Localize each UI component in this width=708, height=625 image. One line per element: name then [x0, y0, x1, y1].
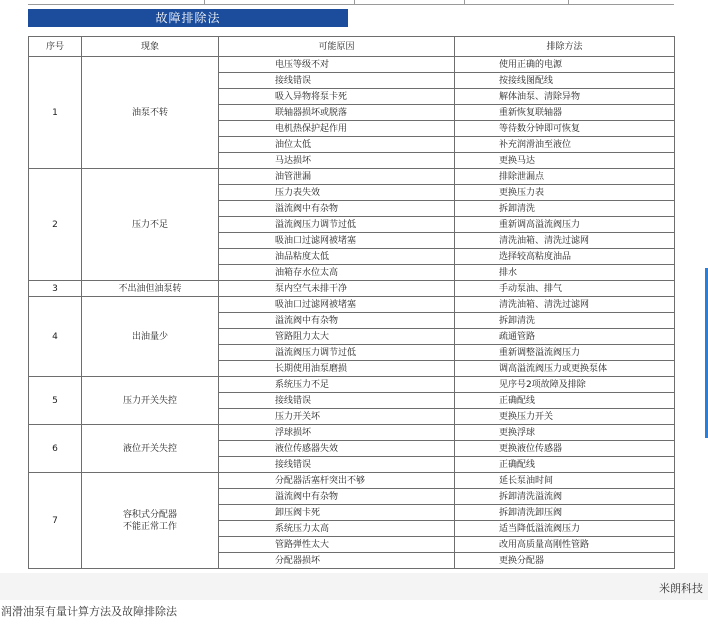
remedy-cell: 适当降低溢流阀压力: [455, 521, 675, 537]
cause-cell: 溢流阀中有杂物: [219, 201, 455, 217]
brand-label: 米朗科技: [659, 582, 703, 595]
remedy-cell: 更换液位传感器: [455, 441, 675, 457]
symptom-cell: 容积式分配器 不能正常工作: [82, 473, 219, 569]
header-remedy: 排除方法: [455, 37, 675, 57]
remedy-cell: 重新调高溢流阀压力: [455, 217, 675, 233]
footer-band: [0, 573, 708, 600]
cause-cell: 联轴器损坏或脱落: [219, 105, 455, 121]
top-strip-divider: [354, 0, 355, 4]
table-body: [29, 57, 675, 569]
cause-cell: 油位太低: [219, 137, 455, 153]
remedy-cell: 更换马达: [455, 153, 675, 169]
remedy-cell: 拆卸清洗卸压阀: [455, 505, 675, 521]
table-header-row: [29, 37, 675, 57]
row-number: 7: [29, 473, 82, 569]
symptom-cell: 出油量少: [82, 297, 219, 377]
remedy-cell: 重新调整溢流阀压力: [455, 345, 675, 361]
remedy-cell: 更换压力开关: [455, 409, 675, 425]
row-number: 6: [29, 425, 82, 473]
top-strip-divider: [204, 0, 205, 4]
cause-cell: 泵内空气未排干净: [219, 281, 455, 297]
cause-cell: 卸压阀卡死: [219, 505, 455, 521]
symptom-cell: 油泵不转: [82, 57, 219, 169]
header-symptom: 现象: [82, 37, 219, 57]
table-row: [29, 297, 675, 313]
cause-cell: 油箱存水位太高: [219, 265, 455, 281]
remedy-cell: 疏通管路: [455, 329, 675, 345]
cause-cell: 吸油口过滤网被堵塞: [219, 297, 455, 313]
remedy-cell: 清洗油箱、清洗过滤网: [455, 233, 675, 249]
cause-cell: 系统压力太高: [219, 521, 455, 537]
troubleshooting-table: [28, 36, 675, 569]
cause-cell: 溢流阀压力调节过低: [219, 345, 455, 361]
remedy-cell: 拆卸清洗: [455, 313, 675, 329]
remedy-cell: 选择较高粘度油品: [455, 249, 675, 265]
cause-cell: 接线错误: [219, 457, 455, 473]
row-number: 3: [29, 281, 82, 297]
remedy-cell: 延长泵油时间: [455, 473, 675, 489]
remedy-cell: 解体油泵、清除异物: [455, 89, 675, 105]
cause-cell: 系统压力不足: [219, 377, 455, 393]
remedy-cell: 拆卸清洗: [455, 201, 675, 217]
cause-cell: 吸油口过滤网被堵塞: [219, 233, 455, 249]
cause-cell: 油管泄漏: [219, 169, 455, 185]
cause-cell: 管路阻力太大: [219, 329, 455, 345]
row-number: 4: [29, 297, 82, 377]
remedy-cell: 补充润滑油至液位: [455, 137, 675, 153]
remedy-cell: 手动泵油、排气: [455, 281, 675, 297]
cause-cell: 压力开关坏: [219, 409, 455, 425]
cause-cell: 电机热保护起作用: [219, 121, 455, 137]
symptom-cell: 压力开关失控: [82, 377, 219, 425]
table-row: [29, 425, 675, 441]
row-number: 5: [29, 377, 82, 425]
cause-cell: 浮球损坏: [219, 425, 455, 441]
cause-cell: 分配器活塞杆突出不够: [219, 473, 455, 489]
cause-cell: 电压等级不对: [219, 57, 455, 73]
remedy-cell: 更换压力表: [455, 185, 675, 201]
table-row: [29, 57, 675, 73]
symptom-cell: 压力不足: [82, 169, 219, 281]
symptom-cell: 不出油但油泵转: [82, 281, 219, 297]
remedy-cell: 重新恢复联轴器: [455, 105, 675, 121]
cause-cell: 溢流阀压力调节过低: [219, 217, 455, 233]
remedy-cell: 正确配线: [455, 393, 675, 409]
header-no: 序号: [29, 37, 82, 57]
cause-cell: 溢流阀中有杂物: [219, 489, 455, 505]
cause-cell: 液位传感器失效: [219, 441, 455, 457]
cause-cell: 长期使用油泵磨损: [219, 361, 455, 377]
row-number: 2: [29, 169, 82, 281]
cause-cell: 溢流阀中有杂物: [219, 313, 455, 329]
cause-cell: 吸入异物将泵卡死: [219, 89, 455, 105]
remedy-cell: 排水: [455, 265, 675, 281]
top-strip-divider: [568, 0, 569, 4]
section-title: 故障排除法: [28, 9, 348, 27]
symptom-cell: 液位开关失控: [82, 425, 219, 473]
remedy-cell: 拆卸清洗溢流阀: [455, 489, 675, 505]
cause-cell: 油品粘度太低: [219, 249, 455, 265]
remedy-cell: 改用高质量高刚性管路: [455, 537, 675, 553]
remedy-cell: 正确配线: [455, 457, 675, 473]
remedy-cell: 更换浮球: [455, 425, 675, 441]
remedy-cell: 更换分配器: [455, 553, 675, 569]
remedy-cell: 等待数分钟即可恢复: [455, 121, 675, 137]
remedy-cell: 按接线图配线: [455, 73, 675, 89]
cause-cell: 管路弹性太大: [219, 537, 455, 553]
remedy-cell: 排除泄漏点: [455, 169, 675, 185]
row-number: 1: [29, 57, 82, 169]
remedy-cell: 见序号2项故障及排除: [455, 377, 675, 393]
table-row: [29, 169, 675, 185]
table-row: [29, 281, 675, 297]
table-row: [29, 473, 675, 489]
cause-cell: 压力表失效: [219, 185, 455, 201]
top-strip-divider: [464, 0, 465, 4]
cause-cell: 接线错误: [219, 393, 455, 409]
remedy-cell: 清洗油箱、清洗过滤网: [455, 297, 675, 313]
cause-cell: 接线错误: [219, 73, 455, 89]
image-caption: 润滑油泵有量计算方法及故障排除法: [1, 605, 177, 618]
table-row: [29, 377, 675, 393]
cause-cell: 马达损坏: [219, 153, 455, 169]
header-cause: 可能原因: [219, 37, 455, 57]
cause-cell: 分配器损坏: [219, 553, 455, 569]
top-strip: [28, 0, 674, 5]
remedy-cell: 调高溢流阀压力或更换泵体: [455, 361, 675, 377]
remedy-cell: 使用正确的电源: [455, 57, 675, 73]
